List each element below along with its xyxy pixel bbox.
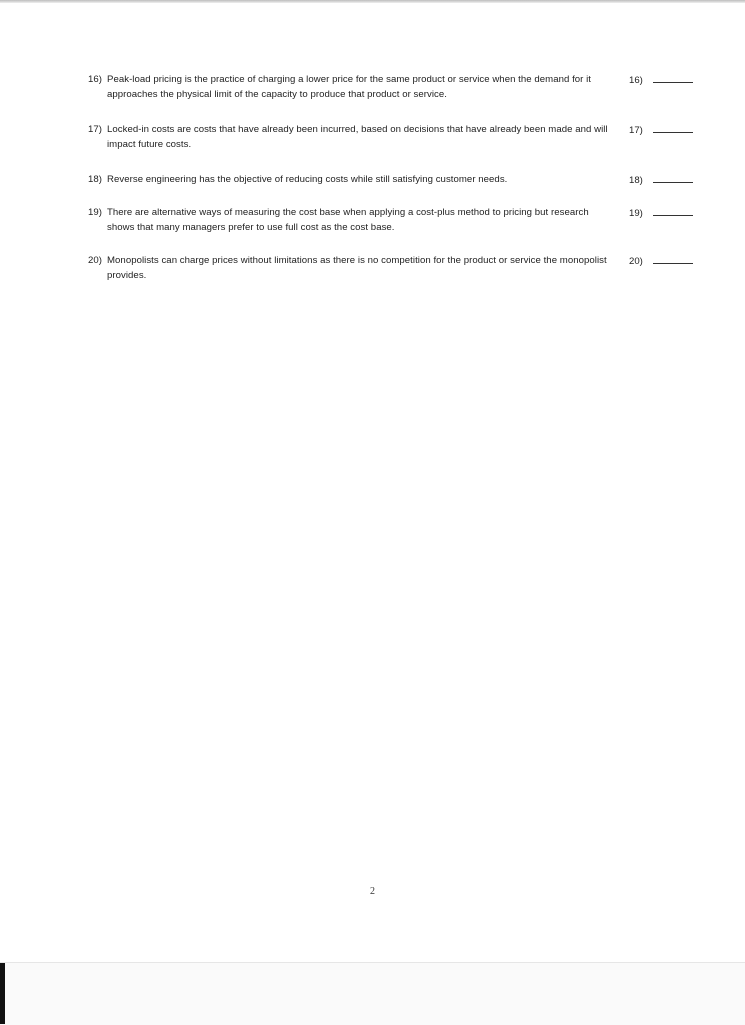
answer-label: 20) — [629, 256, 643, 267]
question-number: 17) — [88, 124, 103, 135]
question-text: Peak-load pricing is the practice of charging a lower price for the same product or service when the demand for it approaches the physical limit of the capacity to produce that product or service. — [107, 74, 592, 100]
answer-label: 18) — [629, 175, 643, 186]
scan-edge-bar — [0, 963, 5, 1024]
question-17-text-block — [88, 122, 618, 152]
question-number: 18) — [88, 174, 103, 185]
answer-16 — [629, 72, 699, 88]
answer-18 — [629, 172, 699, 188]
question-text: Monopolists can charge prices without limitations as there is no competition for the product or service the monopolist provides. — [107, 255, 607, 281]
question-20 — [88, 253, 618, 283]
answer-20 — [629, 253, 699, 269]
answer-blank-17[interactable] — [653, 122, 693, 133]
answer-label: 19) — [629, 208, 643, 219]
page-number: 2 — [370, 886, 375, 897]
answer-label: 17) — [629, 125, 643, 136]
answer-blank-16[interactable] — [653, 72, 693, 83]
answer-17 — [629, 122, 699, 138]
scan-top-edge — [0, 0, 745, 3]
question-16 — [88, 72, 618, 102]
question-number: 16) — [88, 74, 103, 85]
scan-bottom-margin — [0, 962, 745, 1025]
question-17 — [88, 122, 618, 152]
answer-blank-18[interactable] — [653, 172, 693, 183]
question-16-text-block — [88, 72, 618, 102]
question-18 — [88, 172, 618, 187]
question-number: 20) — [88, 255, 103, 266]
answer-blank-19[interactable] — [653, 205, 693, 216]
question-20-text-block — [88, 253, 618, 283]
question-19-text-block — [88, 205, 618, 235]
question-19 — [88, 205, 618, 235]
question-text: Reverse engineering has the objective of reducing costs while still satisfying customer needs. — [107, 174, 508, 185]
question-text: Locked-in costs are costs that have already been incurred, based on decisions that have already been made and will impact future costs. — [107, 124, 608, 150]
answer-blank-20[interactable] — [653, 253, 693, 264]
question-18-text-block — [88, 172, 618, 187]
answer-label: 16) — [629, 75, 643, 86]
question-text: There are alternative ways of measuring the cost base when applying a cost-plus method to pricing but research shows that many managers prefer to use full cost as the cost base. — [107, 207, 589, 233]
answer-19 — [629, 205, 699, 221]
question-number: 19) — [88, 207, 103, 218]
